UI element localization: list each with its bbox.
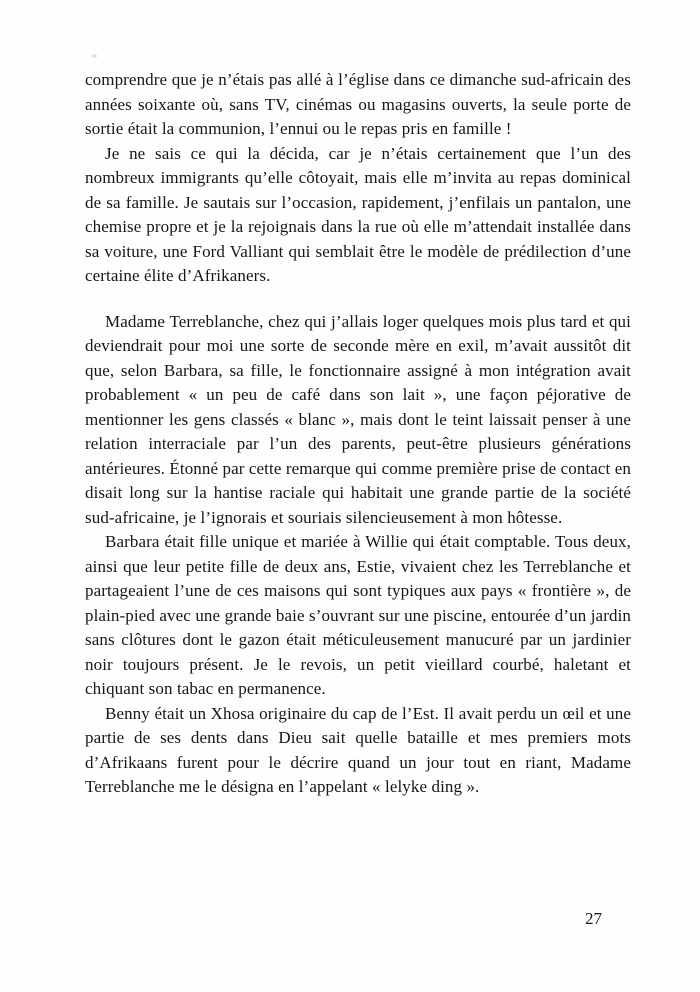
paragraph-new-section: Madame Terreblanche, chez qui j’allais loger quelques mois plus tard et qui deviendrait pour moi une sorte de seconde mère en exil, m’avait aussitôt dit que, selon Barbara, sa fille, le fonctionnaire assigné à mon intégration avait probablement « un peu de café dans son lait », une façon péjorative de mentionner les gens classés « blanc », mais dont le teint laissait penser à une relation interraciale par l’un des parents, peut-être plusieurs générations antérieures. Étonné par cette remarque qui comme première prise de contact en disait long sur la hantise raciale qui habitait une grande partie de la société sud-africaine, je l’ignorais et souriais silencieusement à mon hôtesse. [85,311,631,527]
paragraph-continuation: comprendre que je n’étais pas allé à l’église dans ce dimanche sud-africain des années soixante où, sans TV, cinémas ou magasins ouverts, la seule porte de sortie était la communion, l’ennui ou le repas pris en famille ! [85,70,631,138]
paragraph: Benny était un Xhosa originaire du cap de l’Est. Il avait perdu un œil et une partie de ses dents dans Dieu sait quelle bataille et mes premiers mots d’Afrikaans furent pour le décrire quand un jour tout en riant, Madame Terreblanche me le désigna en l’appelant « lelyke ding ». [85,703,631,796]
page-number: 27 [585,909,602,928]
paragraph: Barbara était fille unique et mariée à Willie qui était comptable. Tous deux, ainsi que leur petite fille de deux ans, Estie, vivaient chez les Terreblanche et partageaient l’une de ces maisons qui sont typiques aux pays « frontière », de plain-pied avec une grande baie s’ouvrant sur une piscine, entourée d’un jardin sans clôtures dont le gazon était méticuleusement manucuré par un jardinier noir toujours présent. Je le revois, un petit vieillard courbé, haletant et chiquant son tabac en permanence. [85,532,631,698]
scan-artifact-dot [92,54,97,58]
page-text-block [85,68,631,800]
paragraph: Je ne sais ce qui la décida, car je n’étais certainement que l’un des nombreux immigrants qu’elle côtoyait, mais elle m’invita au repas dominical de sa famille. Je sautais sur l’occasion, rapidement, j’enfilais un pantalon, une chemise propre et je la rejoignais dans la rue où elle m’attendait installée dans sa voiture, une Ford Valliant qui semblait être le modèle de prédilection d’une certaine élite d’Afrikaners. [85,143,631,285]
